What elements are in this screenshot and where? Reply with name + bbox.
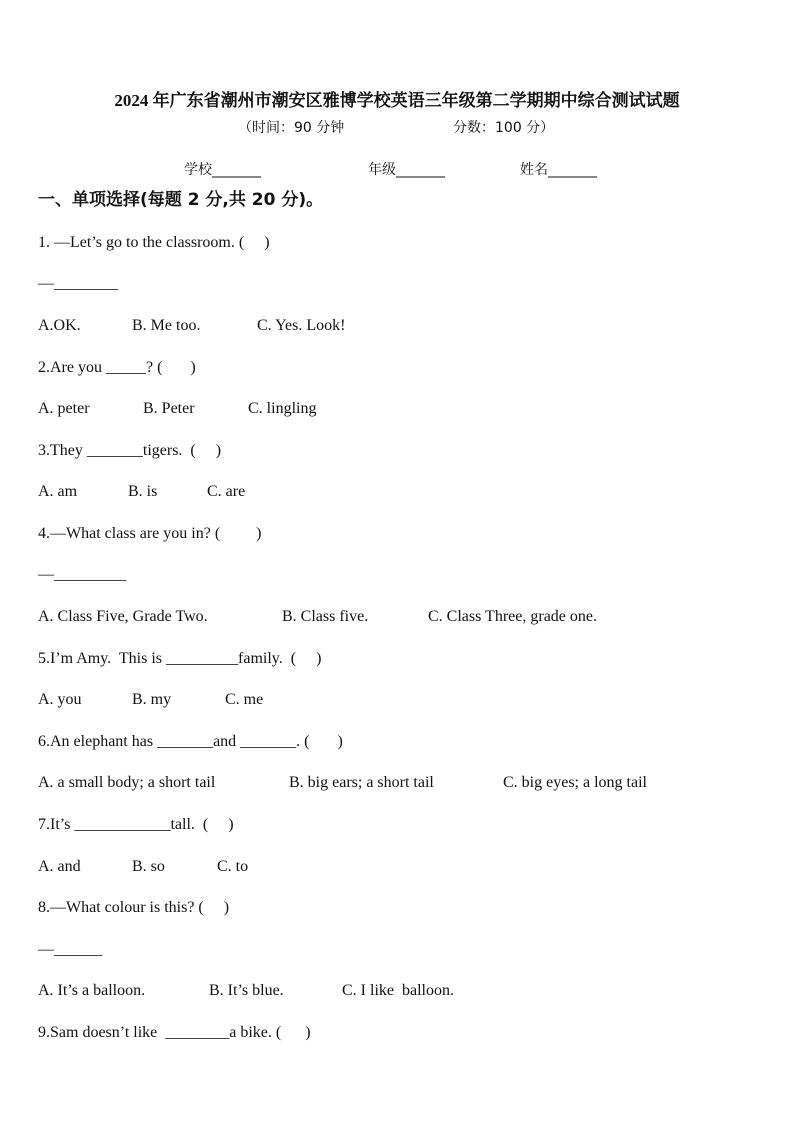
page-title: 2024 年广东省潮州市潮安区雅博学校英语三年级第二学期期中综合测试试题: [114, 91, 680, 110]
option-3c: C. are: [207, 483, 246, 500]
option-2c: C. lingling: [248, 400, 317, 417]
option-8c: C. I like balloon.: [342, 982, 454, 999]
question-6: 6.An elephant has _______and _______. ( ): [38, 733, 343, 750]
option-5b: B. my: [132, 691, 172, 708]
option-4c: C. Class Three, grade one.: [428, 608, 597, 625]
option-6a: A. a small body; a short tail: [38, 774, 216, 791]
option-3a: A. am: [38, 483, 78, 500]
question-2: 2.Are you _____? ( ): [38, 359, 196, 376]
school-field: 学校_______: [184, 162, 261, 178]
option-7a: A. and: [38, 858, 81, 875]
option-8b: B. It’s blue.: [209, 982, 284, 999]
option-2b: B. Peter: [143, 400, 195, 417]
question-5: 5.I’m Amy. This is _________family. ( ): [38, 650, 322, 667]
option-8a: A. It’s a balloon.: [38, 982, 146, 999]
answer-line-8: —______: [38, 941, 102, 958]
answer-line-1: —________: [38, 275, 118, 292]
option-3b: B. is: [128, 483, 158, 500]
option-7c: C. to: [217, 858, 249, 875]
question-1: 1. —Let’s go to the classroom. ( ): [38, 234, 270, 251]
option-4b: B. Class five.: [282, 608, 369, 625]
option-1a: A.OK.: [38, 317, 81, 334]
exam-time: （时间：90 分钟: [238, 120, 345, 136]
option-5a: A. you: [38, 691, 82, 708]
option-4a: A. Class Five, Grade Two.: [38, 608, 208, 625]
option-2a: A. peter: [38, 400, 90, 417]
question-3: 3.They _______tigers. ( ): [38, 442, 222, 459]
question-8: 8.—What colour is this? ( ): [38, 899, 230, 916]
answer-line-4: —_________: [38, 566, 126, 583]
option-6b: B. big ears; a short tail: [289, 774, 434, 791]
exam-score: 分数：100 分）: [453, 120, 555, 136]
option-5c: C. me: [225, 691, 264, 708]
option-1b: B. Me too.: [132, 317, 201, 334]
question-7: 7.It’s ____________tall. ( ): [38, 816, 234, 833]
option-6c: C. big eyes; a long tail: [503, 774, 647, 791]
question-9: 9.Sam doesn’t like ________a bike. ( ): [38, 1024, 311, 1041]
name-field: 姓名_______: [520, 162, 597, 178]
section-heading: 一、单项选择(每题 2 分,共 20 分)。: [38, 190, 324, 210]
question-4: 4.—What class are you in? ( ): [38, 525, 262, 542]
grade-field: 年级_______: [368, 162, 445, 178]
option-7b: B. so: [132, 858, 165, 875]
option-1c: C. Yes. Look!: [257, 317, 346, 334]
